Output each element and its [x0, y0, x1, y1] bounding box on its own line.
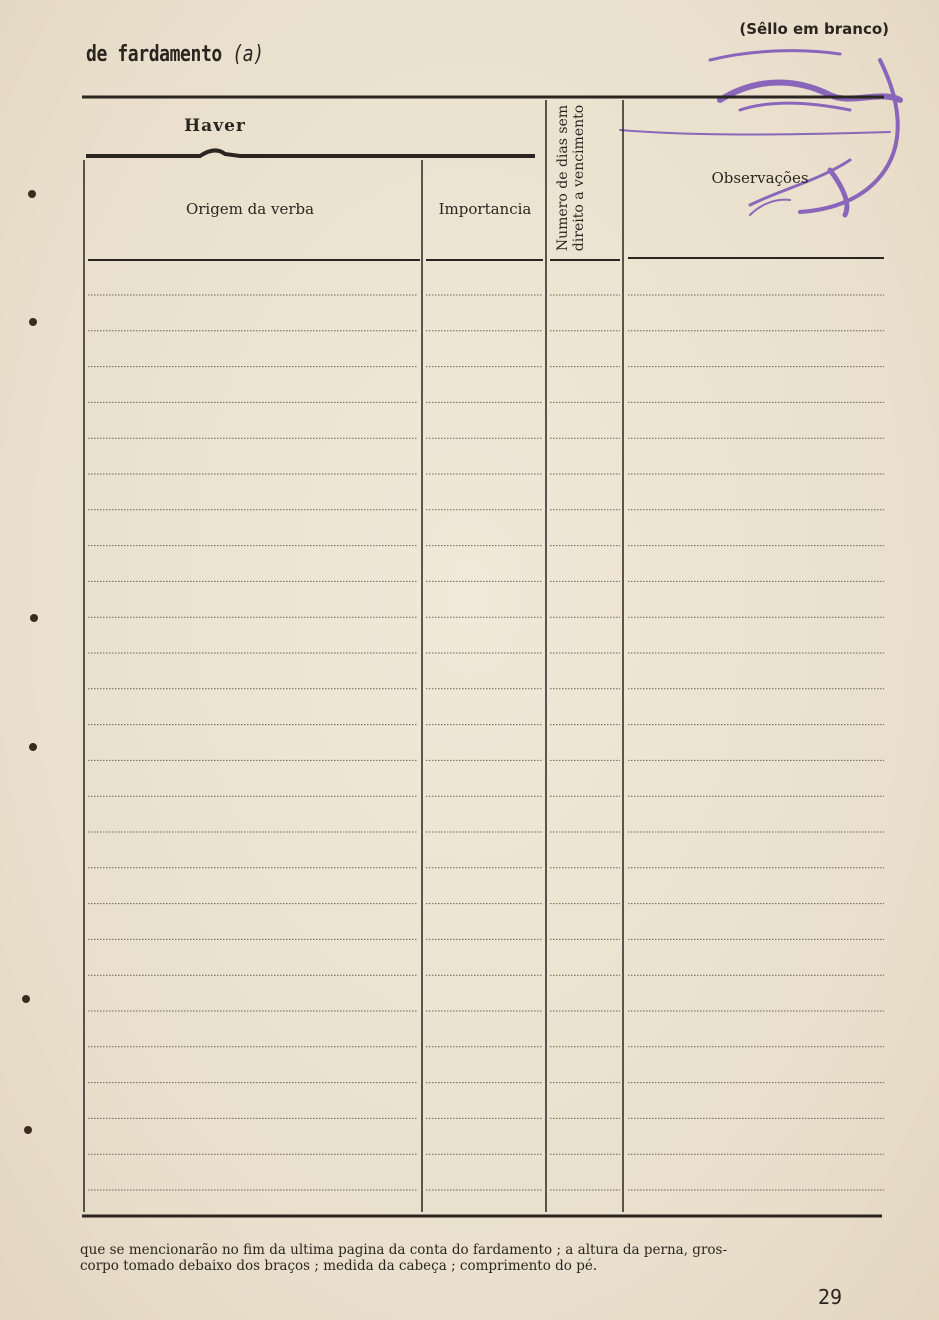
footer-line-1: que se mencionarão no fim da ultima pagina da conta do fardamento ; a altura da perna, gros-	[80, 1242, 728, 1258]
seal-label: (Sêllo em branco)	[739, 20, 889, 38]
footer-note	[80, 1242, 890, 1274]
column-header-dias: Numero de dias sem direito a vencimento	[555, 104, 587, 252]
column-header-observacoes: Observações	[711, 169, 809, 187]
column-header-importancia: Importancia	[438, 200, 532, 218]
page-number: 29	[818, 1285, 843, 1309]
haver-header: Haver	[184, 116, 246, 136]
page-title-note: (a)	[232, 42, 264, 67]
footer-line-2: corpo tomado debaixo dos braços ; medida da cabeça ; comprimento do pé.	[80, 1258, 598, 1274]
column-header-origem: Origem da verba	[185, 200, 315, 218]
page-title-text: de fardamento	[86, 42, 222, 67]
